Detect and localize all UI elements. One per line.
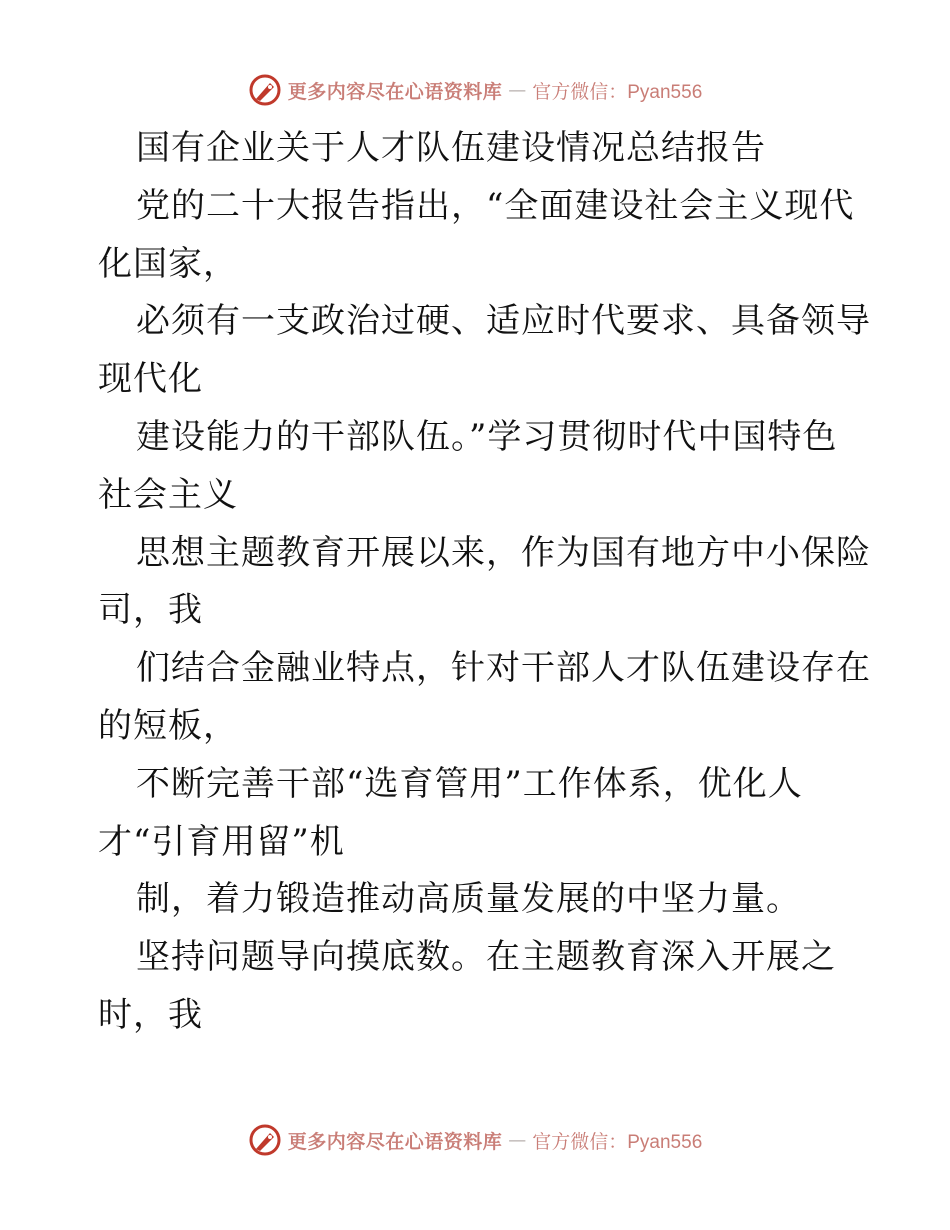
- paragraph-line: 现代化: [98, 359, 203, 400]
- watermark-separator: —: [508, 1129, 527, 1151]
- paragraph-line: 思想主题教育开展以来，作为国有地方中小保险: [136, 532, 871, 573]
- paragraph-line: 不断完善干部“选育管用”工作体系，优化人: [136, 763, 803, 804]
- paragraph-line: 制，着力锻造推动高质量发展的中坚力量。: [136, 879, 801, 920]
- watermark-account: 官方微信：Pyan556: [532, 1131, 703, 1153]
- paragraph-line: 化国家，: [98, 243, 238, 284]
- pen-nib-logo-icon: [248, 1123, 282, 1157]
- paragraph-line: 们结合金融业特点，针对干部人才队伍建设存在: [136, 648, 871, 689]
- header-watermark: [0, 70, 950, 110]
- paragraph-line: 司，我: [98, 590, 203, 631]
- footer-watermark: [0, 1120, 950, 1160]
- watermark-separator: —: [508, 79, 527, 101]
- watermark-text: 更多内容尽在心语资料库: [287, 80, 503, 103]
- paragraph-line: 的短板，: [98, 705, 238, 746]
- paragraph-line: 坚持问题导向摸底数。在主题教育深入开展之: [136, 937, 836, 978]
- paragraph-line: 社会主义: [98, 474, 238, 515]
- paragraph-line: 建设能力的干部队伍。”学习贯彻时代中国特色: [136, 416, 838, 457]
- watermark-account: 官方微信：Pyan556: [532, 81, 703, 103]
- watermark-text: 更多内容尽在心语资料库: [287, 1130, 503, 1153]
- pen-nib-logo-icon: [248, 73, 282, 107]
- paragraph-line: 必须有一支政治过硬、适应时代要求、具备领导: [136, 301, 871, 342]
- document-title: 国有企业关于人才队伍建设情况总结报告: [136, 128, 766, 168]
- document-body: [98, 120, 871, 1045]
- paragraph-line: 才“引育用留”机: [98, 821, 345, 862]
- paragraph-line: 时，我: [98, 994, 203, 1035]
- paragraph-line: 党的二十大报告指出，“全面建设社会主义现代: [136, 185, 855, 226]
